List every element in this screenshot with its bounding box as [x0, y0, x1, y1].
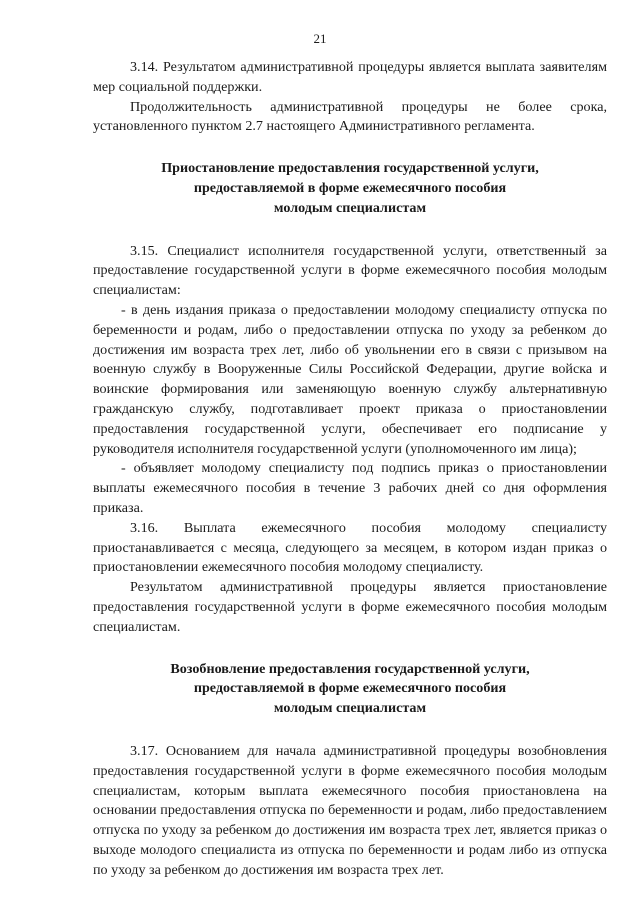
section-heading-resumption [93, 660, 607, 719]
heading-line: Возобновление предоставления государственной услуги, [170, 660, 530, 677]
paragraph-dash-announce: - объявляет молодому специалисту под подпись приказ о приостановлении выплаты ежемесячного пособия в течение 3 рабочих дней со дня оформления приказа. [93, 460, 607, 516]
paragraph-3-16: 3.16. Выплата ежемесячного пособия молодому специалисту приостанавливается с месяца, следующего за месяцем, в котором издан приказ о приостановлении ежемесячного пособия молодому специалисту. [93, 519, 607, 576]
paragraph-3-17: 3.17. Основанием для начала административной процедуры возобновления предоставления государственной услуги в форме ежемесячного пособия молодым специалистам, которым выплата ежемесячного пособия приостановлена на основании предоставления отпуска по беременности и родам, либо предоставлением отпуска по уходу за ребенком до достижения им возраста трех лет, является приказ о выходе молодого специалиста из отпуска по беременности и родам либо из отпуска по уходу за ребенком до достижения им возраста трех лет. [93, 742, 607, 878]
heading-line: предоставляемой в форме ежемесячного пособия [193, 680, 507, 697]
paragraph-duration: Продолжительность административной процедуры не более срока, установленного пунктом 2.7 настоящего Административного регламента. [93, 98, 607, 135]
section-heading-suspension [93, 159, 607, 218]
paragraph-result-suspension: Результатом административной процедуры является приостановление предоставления государственной услуги в форме ежемесячного пособия молодым специалистам. [93, 579, 607, 635]
paragraph-3-14: 3.14. Результатом административной процедуры является выплата заявителям мер социальной поддержки. [93, 59, 607, 95]
heading-line: молодым специалистам [273, 700, 427, 717]
document-body [93, 58, 607, 880]
paragraph-dash-order: - в день издания приказа о предоставлении молодому специалисту отпуска по беременности и родам, либо о предоставлении отпуска по уходу за ребенком до достижения им возраста трех лет, либо об увольнении его в связи с призывом на военную службу в Вооруженные Силы Российской Федерации, другие войска и воинские формирования или заменяющую военную службу альтернативную гражданскую службу, подготавливает проект приказа о приостановлении предоставления государственной услуги, обеспечивает его подписание у руководителя исполнителя государственной услуги (уполномоченного им лица); [93, 301, 607, 457]
heading-line: Приостановление предоставления государственной услуги, [161, 160, 539, 177]
heading-line: предоставляемой в форме ежемесячного пособия [193, 179, 507, 196]
paragraph-3-15: 3.15. Специалист исполнителя государственной услуги, ответственный за предоставление государственной услуги в форме ежемесячного пособия молодым специалистам: [93, 242, 607, 299]
heading-line: молодым специалистам [273, 199, 427, 216]
page-number: 21 [313, 31, 327, 46]
